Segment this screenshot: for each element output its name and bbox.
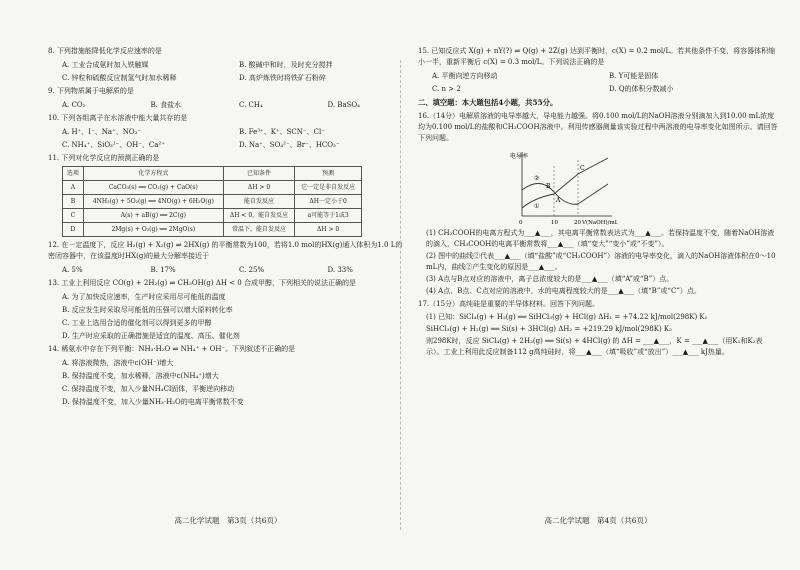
graph-xlabel: V(NaOH)/mL — [582, 220, 618, 226]
table-cell: 能自发反应 — [223, 195, 294, 209]
answer-option: C. NH₄⁺、SiO₃²⁻、OH⁻、Ca²⁺ — [62, 141, 165, 149]
sub-question: (1) CH₃COOH的电离方程式为___▲___，其电离平衡常数表达式为___▲___。若保持温度不变，随着NaOH溶液的滴入，CH₃COOH的电离平衡常数将___▲___（填“变大”“变小”或“不变”）。 — [426, 229, 775, 248]
question-17 — [418, 299, 778, 358]
answer-option: C. CH₄ — [239, 101, 263, 109]
answer-option: D. 保持温度不变，加入少量NH₃·H₂O的电离平衡常数不变 — [62, 398, 244, 406]
curve-2 — [522, 158, 608, 208]
right-page — [418, 46, 778, 536]
question-12 — [48, 240, 408, 276]
table-header-cell: 选项 — [63, 167, 84, 181]
x-tick-10: 10 — [551, 220, 558, 226]
sub-question: (2) 图中的曲线②代表___▲___（填“盐酸”或“CH₃COOH”）溶液的电导率变化，滴入的NaOH溶液体积在0～10 mL内，曲线②产生变化的原因是___▲___。 — [426, 252, 776, 271]
table-cell: ΔH > 0 — [295, 223, 362, 237]
question-stem: 16.（14分）电解质溶液的电导率越大，导电能力越强。将0.100 mol/L的NaOH溶液分别滴加入到10.00 mL浓度均为0.100 mol/L的盐酸和CH₃COOH溶液中。利用传感器测量该实验过程中两溶液的电导率变化如图所示。请回答下列问题。 — [418, 112, 778, 142]
question-stem: 9. 下列物质属于电解质的是 — [48, 87, 134, 95]
question-stem: 13. 工业上利用反应 CO(g) + 2H₂(g) ⇌ CH₃OH(g) ΔH < 0 合成甲醇，下列相关的说法正确的是 — [48, 279, 356, 287]
table-cell: 它一定是非自发反应 — [295, 181, 362, 195]
answer-option: A. 平衡向逆方向移动 — [432, 72, 498, 80]
answer-option: C. 工业上选用合适的催化剂可以得到更多的甲醇 — [62, 319, 212, 327]
question-8 — [48, 46, 408, 84]
table-row — [63, 209, 362, 223]
section-heading: 二、填空题：本大题包括4小题，共55分。 — [418, 98, 558, 107]
answer-option: C. 25% — [239, 266, 265, 274]
answer-options — [48, 99, 408, 111]
curve-2-label: ② — [534, 175, 540, 182]
left-page — [48, 46, 408, 536]
question-14 — [48, 344, 408, 408]
answer-option: D. Q的体积分数减小 — [609, 85, 674, 93]
answer-options — [48, 264, 408, 276]
question-stem: 15. 已知反应式 X(g) + nY(?) ⇌ Q(g) + 2Z(g) 达到平衡时，c(X) = 0.2 mol/L。若其他条件不变，将容器体积缩小一半，重新平衡后 c(X) = 0.3 mol/L。下列说法正确的是 — [418, 47, 776, 66]
answer-option: A. CO₂ — [62, 101, 86, 109]
question-stem: 10. 下列各组离子在水溶液中能大量共存的是 — [48, 114, 188, 122]
answer-option: C. 保持温度不变，加入少量NH₄Cl固体，平衡逆向移动 — [62, 385, 235, 393]
graph-ylabel: 电导率 — [510, 153, 529, 160]
question-stem: 17.（15分）高纯硅是重要的半导体材料。回答下列问题。 — [418, 300, 600, 308]
x-tick-20: 20 — [574, 220, 581, 226]
answer-option: D. Na⁺、SO₄²⁻、Br⁻、HCO₃⁻ — [239, 141, 340, 149]
question-11 — [48, 153, 408, 237]
point-b-label: B — [546, 183, 551, 190]
answer-option: B. 食盐水 — [150, 101, 182, 109]
sub-question: SiHCl₃(g) + H₂(g) ══ Si(s) + 3HCl(g) ΔH₂ = +219.29 kJ/mol(298K) K₂ — [426, 325, 672, 333]
table-header-cell: 已知条件 — [223, 167, 294, 181]
table-cell: 常温下，能自发反应 — [223, 223, 294, 237]
answer-option: C. 锌粒和硫酸反应制氢气时加水稀释 — [62, 74, 177, 82]
page-footer-left: 高二化学试题 第3页（共6页） — [174, 516, 282, 525]
table-cell: C — [63, 209, 84, 223]
table-cell: ΔH > 0 — [223, 181, 294, 195]
table-header-cell: 预测 — [295, 167, 362, 181]
sub-question: 则298K时，反应 SiCl₄(g) + 2H₂(g) ══ Si(s) + 4HCl(g) 的 ΔH = ___▲___，K = ___▲___（用K₁和K₂表示）。工业上利用此反应制备112 g高纯硅时，将___▲___（填“吸收”或“放出”）___▲___ kJ热量。 — [426, 337, 763, 356]
x-tick-0: 0 — [519, 220, 523, 226]
table-row — [63, 181, 362, 195]
answer-options — [48, 126, 408, 151]
question-stem: 8. 下列措施能降低化学反应速率的是 — [48, 47, 162, 55]
answer-option: A. 工业合成氨时加入铁触媒 — [62, 61, 149, 69]
conductivity-graph-svg — [508, 146, 618, 226]
table-cell: CaCO₃(s) ══ CO₂(g) + CaO(s) — [83, 181, 223, 195]
answer-option: B. 反应发生时采取尽可能低的压强可以增大原料转化率 — [62, 306, 233, 314]
question-stem: 11. 下列对化学反应的预测正确的是 — [48, 154, 160, 162]
table-cell: D — [63, 223, 84, 237]
question-13 — [48, 278, 408, 342]
answer-option: B. 酸碱中和时，及时充分搅拌 — [239, 61, 333, 69]
table-cell: ΔH一定小于0 — [295, 195, 362, 209]
page-footer-right: 高二化学试题 第4页（共6页） — [544, 516, 652, 525]
sub-question: (4) A点、B点、C点对应的溶液中，水的电离程度较大的是___▲___（填“B”或“C”）点。 — [426, 287, 701, 295]
sub-question: (1) 已知：SiCl₄(g) + H₂(g) ══ SiHCl₃(g) + HCl(g) ΔH₁ = +74.22 kJ/mol(298K) K₁ — [426, 313, 708, 321]
answer-option: D. 高炉炼铁时将铁矿石粉碎 — [239, 74, 326, 82]
answer-option: B. 保持温度不变，加水稀释，溶液中c(NH₄⁺)增大 — [62, 372, 219, 380]
curve-1-label: ① — [534, 203, 540, 210]
answer-option: A. 为了加快反应速率，生产时应采用尽可能低的温度 — [62, 293, 226, 301]
table-header-cell: 化学方程式 — [83, 167, 223, 181]
table-cell: 4NH₃(g) + 5O₂(g) ══ 4NO(g) + 6H₂O(g) — [83, 195, 223, 209]
reaction-table — [62, 166, 362, 237]
answer-option: D. 生产时应采取的正确措施是适宜的温度、高压、催化剂 — [62, 332, 240, 340]
answer-option: A. H⁺、I⁻、Na⁺、NO₃⁻ — [62, 128, 142, 136]
point-a-label: A — [556, 197, 561, 204]
table-row — [63, 195, 362, 209]
table-header — [63, 167, 362, 181]
question-10 — [48, 113, 408, 151]
answer-option: D. BaSO₄ — [327, 101, 360, 109]
table-cell: ΔH < 0，能自发反应 — [223, 209, 294, 223]
table-cell: B — [63, 195, 84, 209]
answer-option: B. Fe³⁺、K⁺、SCN⁻、Cl⁻ — [239, 128, 325, 136]
question-16 — [418, 111, 778, 297]
page-divider — [400, 60, 401, 530]
answer-option: B. Y可能是固体 — [609, 72, 659, 80]
question-stem: 14. 稀氨水中存在下列平衡：NH₃·H₂O ⇌ NH₄⁺ + OH⁻。下列叙述不正确的是 — [48, 345, 296, 353]
table-row — [63, 223, 362, 237]
question-9 — [48, 86, 408, 111]
answer-option: A. 5% — [62, 266, 83, 274]
answer-options — [48, 59, 408, 84]
table-cell: a可能等于1或3 — [295, 209, 362, 223]
sub-question: (3) A点与B点对应的溶液中，离子总浓度较大的是___▲___（填“A”或“B”）点。 — [426, 275, 674, 283]
answer-option: A. 将溶液微热，溶液中c(OH⁻)增大 — [62, 359, 174, 367]
curve-1 — [522, 183, 608, 204]
table-cell: A(s) + aB(g) ══ 2C(g) — [83, 209, 223, 223]
answer-option: B. 17% — [150, 266, 176, 274]
answer-option: D. 33% — [327, 266, 353, 274]
answer-option: C. n > 2 — [432, 85, 461, 93]
question-15 — [418, 46, 778, 95]
question-stem: 12. 在一定温度下，反应 H₂(g) + X₂(g) ⇌ 2HX(g) 的平衡常数为100，若将1.0 mol的HX(g)通入体积为1.0 L的密闭容器中，在该温度时HX(g)的最大分解率接近于 — [48, 241, 403, 260]
conductivity-graph — [508, 146, 618, 226]
answer-options — [48, 291, 408, 342]
answer-options — [48, 357, 408, 408]
table-cell: 2Mg(s) + O₂(g) ══ 2MgO(s) — [83, 223, 223, 237]
answer-options — [418, 70, 778, 95]
table-cell: A — [63, 181, 84, 195]
point-c-label: C — [580, 165, 585, 172]
